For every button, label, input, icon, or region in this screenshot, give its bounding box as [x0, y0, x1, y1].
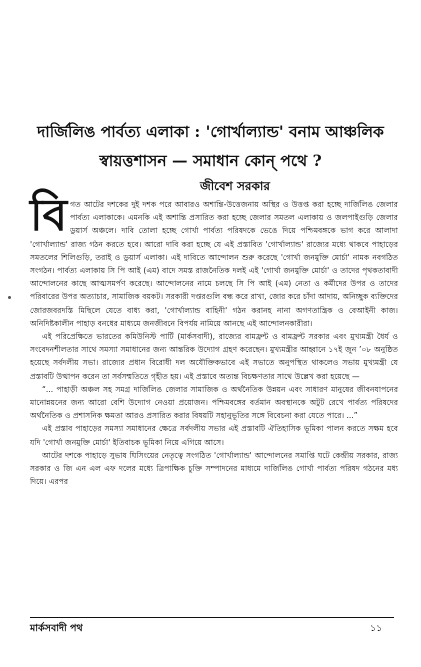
drop-cap: বি [30, 190, 68, 241]
footer-divider [30, 617, 394, 618]
quoted-resolution: “... পাহাড়ী অঞ্চল সহ সমগ্র দার্জিলিঙ জেলার সামাজিক ও অর্থনৈতিক উন্নয়ন এবং সাধারণ মানুষের জীবনযাপনের মানোন্নয়নের জন্য আরো বেশি উদ্যোগ নেওয়া প্রয়োজন। পশ্চিমবঙ্গের বর্তমান অবস্থানকে অটুট রেখে পার্বত্য পরিষদের অর্থনৈতিক ও প্রশাসনিক ক্ষমতা আরও প্রসারিত করার বিষয়টি সহানুভূতির সঙ্গে বিবেচনা করা যেতে পারে। ...” [30, 384, 398, 421]
paragraph-4: এই প্রস্তাব পাহাড়ের সমস্যা সমাধানের ক্ষেত্রে সর্বদলীয় সভার এই প্রস্তাবটি ঐতিহাসিক ভূমিকা পালন করতে সক্ষম হবে যদি 'গোর্খা জনমুক্তি মোর্চা' ইতিবাচক ভূমিকা নিয়ে এগিয়ে আসে। [30, 424, 398, 447]
page-number: ১১ [370, 623, 383, 634]
paragraph-5: আটের দশকে পাহাড়ে সুভাষ ঘিসিংয়ের নেতৃত্বে সংগঠিত 'গোর্খাল্যান্ড' আন্দোলনের সমাপ্তি ঘটে কেন্দ্রীয় সরকার, রাজ্য সরকার ও জি এন এল এফ দলের মধ্যে ত্রিপাক্ষিক চুক্তি সম্পাদনের মাধ্যমে দার্জিলিঙ গোর্খা পার্বত্য পরিষদ গঠনের মধ্য দিয়ে। এরপর [30, 450, 398, 487]
article-title: দার্জিলিঙ পার্বত্য এলাকা : 'গোর্খাল্যান্ড' বনাম আঞ্চলিক স্বায়ত্তশাসন — সমাধান কোন্ পথে ? [37, 122, 384, 170]
paragraph-2: এই পরিপ্রেক্ষিতে ভারতের কমিউনিস্ট পার্টি (মার্কসবাদী), রাজ্যের বামফ্রন্ট ও বামফ্রন্ট সরকার এবং মুখ্যমন্ত্রী ধৈর্য ও সংবেদনশীলতার সাথে সমস্যা সমাধানের জন্য আন্তরিক উদ্যোগ গ্রহণ করেছেন। মুখ্যমন্ত্রীর আহ্বানে ১৭ই জুন ’০৮ অনুষ্ঠিত হয়েছে সর্বদলীয় সভা। রাজ্যের প্রধান বিরোধী দল অযৌক্তিকভাবে এই সভাতে অনুপস্থিত থাকলেও সভায় মুখ্যমন্ত্রী যে প্রস্তাবটি উত্থাপন করেন তা সর্বসম্মতিতে গৃহীত হয়। এই প্রস্তাবে অত্যন্ত বিচক্ষণতার সাথে উল্লেখ করা হয়েছে — [30, 332, 398, 381]
article-author: জীবেশ সরকার [200, 179, 270, 193]
article-body [30, 190, 398, 488]
scan-speck [8, 296, 11, 299]
journal-name: মার্কসবাদী পথ [30, 623, 83, 634]
paragraph-1-text: গত আটের দশকের দুই দশক পরে আবারও অশান্তি-উত্তেজনায় অস্থির ও উত্তপ্ত করা হচ্ছে দার্জিলিঙ জেলার পার্বত্য এলাকাকে। এমনকি এই অশান্তি প্রসারিত করা হচ্ছে জেলার সমতল এলাকায় ও জলপাইগুড়ি জেলার ডুয়ার্স অঞ্চলে। দাবি তোলা হচ্ছে গোর্খা পার্বত্য পরিষদকে ভেঙে দিয়ে পশ্চিমবঙ্গকে ভাগ করে আলাদা 'গোর্খাল্যান্ড' রাজ্য গঠন করতে হবে। আরো দাবি করা হচ্ছে যে এই প্রস্তাবিত 'গোর্খাল্যান্ড' রাজ্যের মধ্যে থাকবে পাহাড়ের সমতলের শিলিগুড়ি, তরাই ও ডুয়ার্স এলাকা। এই দাবিতে আন্দোলন শুরু করেছে 'গোর্খা জনমুক্তি মোর্চা' নামক নবগঠিত সংগঠন। পার্বত্য এলাকায় সি পি আই (এম) বাদে সমস্ত রাজনৈতিক দলই এই 'গোর্খা জনমুক্তি মোর্চা' ও তাদের পৃথকতাবাদী আন্দোলনের কাছে আত্মসমর্পণ করেছে। আন্দোলনের নামে চলছে সি পি আই (এম) নেতা ও কর্মীদের উপর ও তাদের পরিবারের উপর অত্যাচার, সামাজিক বয়কট। সরকারী দপ্তরগুলি বন্ধ করে রাখা, জোর করে চাঁদা আদায়, অনিচ্ছুক ব্যক্তিদের জোরজবরদস্তি মিছিলে যেতে বাধ্য করা, 'গোর্খাল্যান্ড বাহিনী' গঠন করানহ নানা অগণতান্ত্রিক ও বেআইনী কাজ। অনিদিষ্টকালীন পাহাড় বনধের মাধ্যমে জনজীবনে বিপর্যয় নামিয়ে আনছে এই আন্দোলনকারীরা। [30, 200, 398, 328]
paragraph-1 [30, 190, 398, 330]
